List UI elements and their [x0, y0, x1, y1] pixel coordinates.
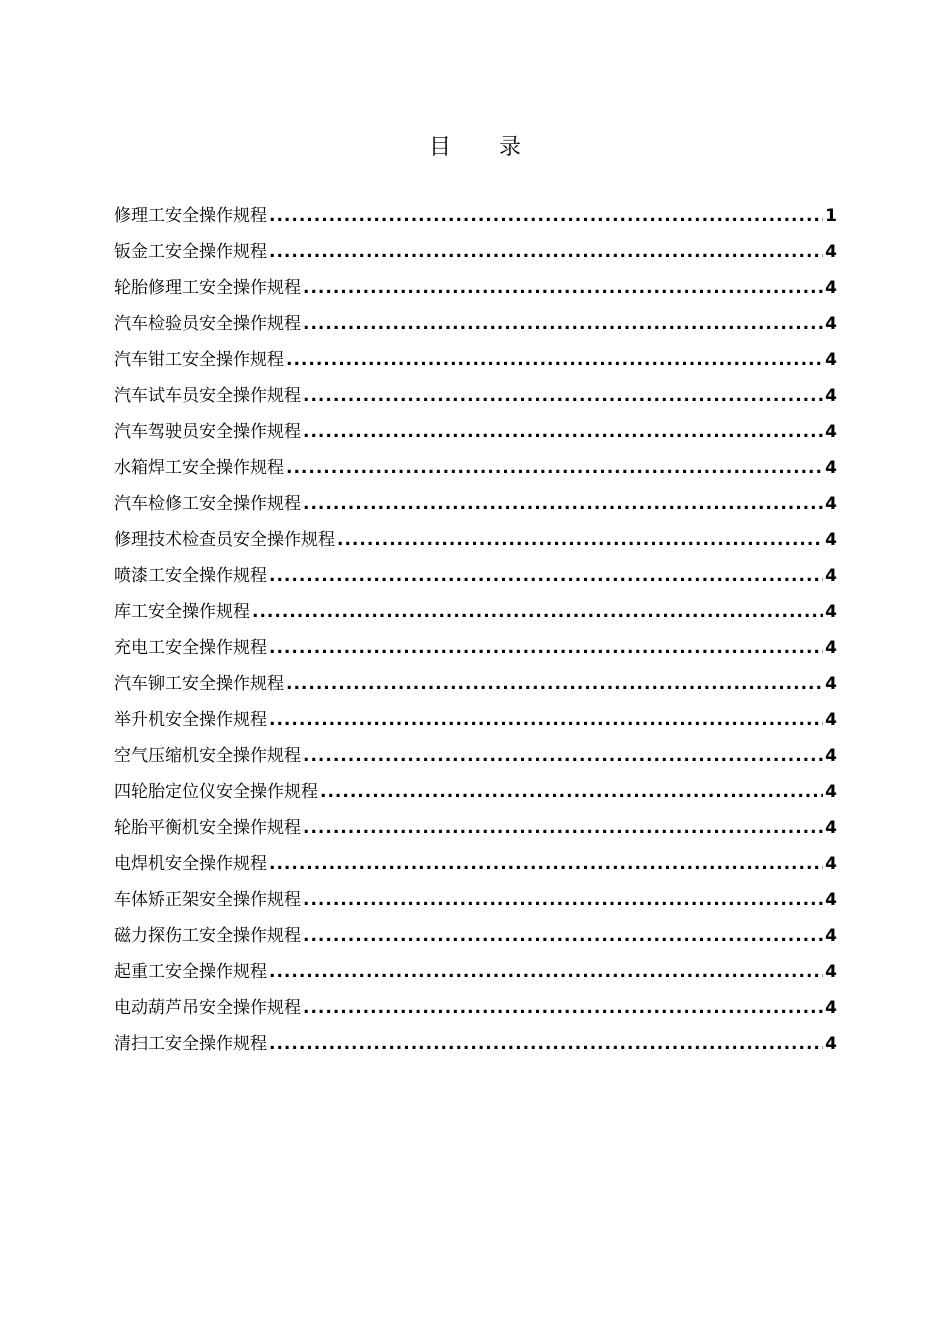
- dot-leader: [303, 990, 823, 1026]
- title-char-1: 目: [428, 135, 451, 160]
- toc-entry-label: 修理工安全操作规程: [114, 206, 267, 226]
- dot-leader: [303, 270, 823, 306]
- dot-leader: [303, 738, 823, 774]
- dot-leader: [269, 1026, 823, 1062]
- toc-entry-page: 4: [825, 422, 837, 442]
- toc-entry-page: 4: [825, 674, 837, 694]
- toc-entry-page: 4: [825, 314, 837, 334]
- toc-entry-page: 4: [825, 278, 837, 298]
- dot-leader: [286, 342, 823, 378]
- dot-leader: [269, 198, 823, 234]
- toc-entry-label: 轮胎修理工安全操作规程: [114, 278, 301, 298]
- toc-entry-label: 起重工安全操作规程: [114, 962, 267, 982]
- toc-entry[interactable]: [114, 486, 837, 522]
- dot-leader: [286, 666, 823, 702]
- dot-leader: [269, 234, 823, 270]
- toc-entry[interactable]: [114, 846, 837, 882]
- toc-entry-label: 空气压缩机安全操作规程: [114, 746, 301, 766]
- toc-entry-page: 4: [825, 386, 837, 406]
- toc-entry-page: 4: [825, 602, 837, 622]
- table-of-contents: [114, 198, 837, 1062]
- toc-entry-label: 汽车检验员安全操作规程: [114, 314, 301, 334]
- toc-entry-page: 4: [825, 1034, 837, 1054]
- toc-entry-label: 轮胎平衡机安全操作规程: [114, 818, 301, 838]
- dot-leader: [320, 774, 823, 810]
- toc-entry-page: 4: [825, 494, 837, 514]
- dot-leader: [303, 414, 823, 450]
- toc-entry[interactable]: [114, 414, 837, 450]
- dot-leader: [303, 882, 823, 918]
- toc-entry[interactable]: [114, 666, 837, 702]
- toc-entry-label: 修理技术检查员安全操作规程: [114, 530, 335, 550]
- toc-entry[interactable]: [114, 990, 837, 1026]
- dot-leader: [269, 558, 823, 594]
- toc-entry[interactable]: [114, 378, 837, 414]
- toc-entry-page: 4: [825, 458, 837, 478]
- page-title: [0, 133, 950, 163]
- toc-entry-label: 磁力探伤工安全操作规程: [114, 926, 301, 946]
- toc-entry-page: 4: [825, 998, 837, 1018]
- toc-entry-label: 钣金工安全操作规程: [114, 242, 267, 262]
- dot-leader: [286, 450, 823, 486]
- dot-leader: [303, 486, 823, 522]
- dot-leader: [303, 378, 823, 414]
- toc-entry[interactable]: [114, 882, 837, 918]
- dot-leader: [303, 918, 823, 954]
- toc-entry[interactable]: [114, 558, 837, 594]
- toc-entry-page: 4: [825, 638, 837, 658]
- toc-entry-label: 汽车试车员安全操作规程: [114, 386, 301, 406]
- dot-leader: [269, 954, 823, 990]
- toc-entry-page: 1: [825, 206, 837, 226]
- toc-entry-label: 汽车钳工安全操作规程: [114, 350, 284, 370]
- toc-entry[interactable]: [114, 594, 837, 630]
- toc-entry-label: 电动葫芦吊安全操作规程: [114, 998, 301, 1018]
- toc-entry-page: 4: [825, 566, 837, 586]
- toc-entry-page: 4: [825, 782, 837, 802]
- toc-entry[interactable]: [114, 522, 837, 558]
- toc-entry[interactable]: [114, 918, 837, 954]
- toc-entry-label: 库工安全操作规程: [114, 602, 250, 622]
- toc-entry[interactable]: [114, 774, 837, 810]
- toc-entry[interactable]: [114, 738, 837, 774]
- toc-entry-page: 4: [825, 746, 837, 766]
- toc-entry[interactable]: [114, 954, 837, 990]
- toc-entry-label: 汽车检修工安全操作规程: [114, 494, 301, 514]
- toc-entry-label: 汽车驾驶员安全操作规程: [114, 422, 301, 442]
- toc-entry-label: 四轮胎定位仪安全操作规程: [114, 782, 318, 802]
- toc-entry[interactable]: [114, 450, 837, 486]
- toc-entry-page: 4: [825, 962, 837, 982]
- dot-leader: [303, 810, 823, 846]
- toc-entry-page: 4: [825, 854, 837, 874]
- toc-entry-label: 汽车铆工安全操作规程: [114, 674, 284, 694]
- dot-leader: [337, 522, 823, 558]
- toc-entry-label: 举升机安全操作规程: [114, 710, 267, 730]
- toc-entry-label: 喷漆工安全操作规程: [114, 566, 267, 586]
- toc-entry-label: 充电工安全操作规程: [114, 638, 267, 658]
- dot-leader: [269, 846, 823, 882]
- dot-leader: [252, 594, 823, 630]
- toc-entry[interactable]: [114, 342, 837, 378]
- toc-entry-label: 电焊机安全操作规程: [114, 854, 267, 874]
- dot-leader: [269, 630, 823, 666]
- dot-leader: [303, 306, 823, 342]
- toc-entry-page: 4: [825, 530, 837, 550]
- toc-entry-label: 车体矫正架安全操作规程: [114, 890, 301, 910]
- toc-entry-label: 清扫工安全操作规程: [114, 1034, 267, 1054]
- toc-entry[interactable]: [114, 234, 837, 270]
- dot-leader: [269, 702, 823, 738]
- toc-entry-page: 4: [825, 890, 837, 910]
- toc-entry-page: 4: [825, 710, 837, 730]
- title-char-2: 录: [499, 135, 522, 160]
- toc-entry[interactable]: [114, 270, 837, 306]
- toc-entry-page: 4: [825, 926, 837, 946]
- toc-entry[interactable]: [114, 630, 837, 666]
- toc-entry[interactable]: [114, 306, 837, 342]
- toc-entry-page: 4: [825, 818, 837, 838]
- toc-entry-label: 水箱焊工安全操作规程: [114, 458, 284, 478]
- toc-entry[interactable]: [114, 810, 837, 846]
- toc-entry[interactable]: [114, 198, 837, 234]
- toc-entry-page: 4: [825, 350, 837, 370]
- toc-entry[interactable]: [114, 1026, 837, 1062]
- toc-entry[interactable]: [114, 702, 837, 738]
- toc-entry-page: 4: [825, 242, 837, 262]
